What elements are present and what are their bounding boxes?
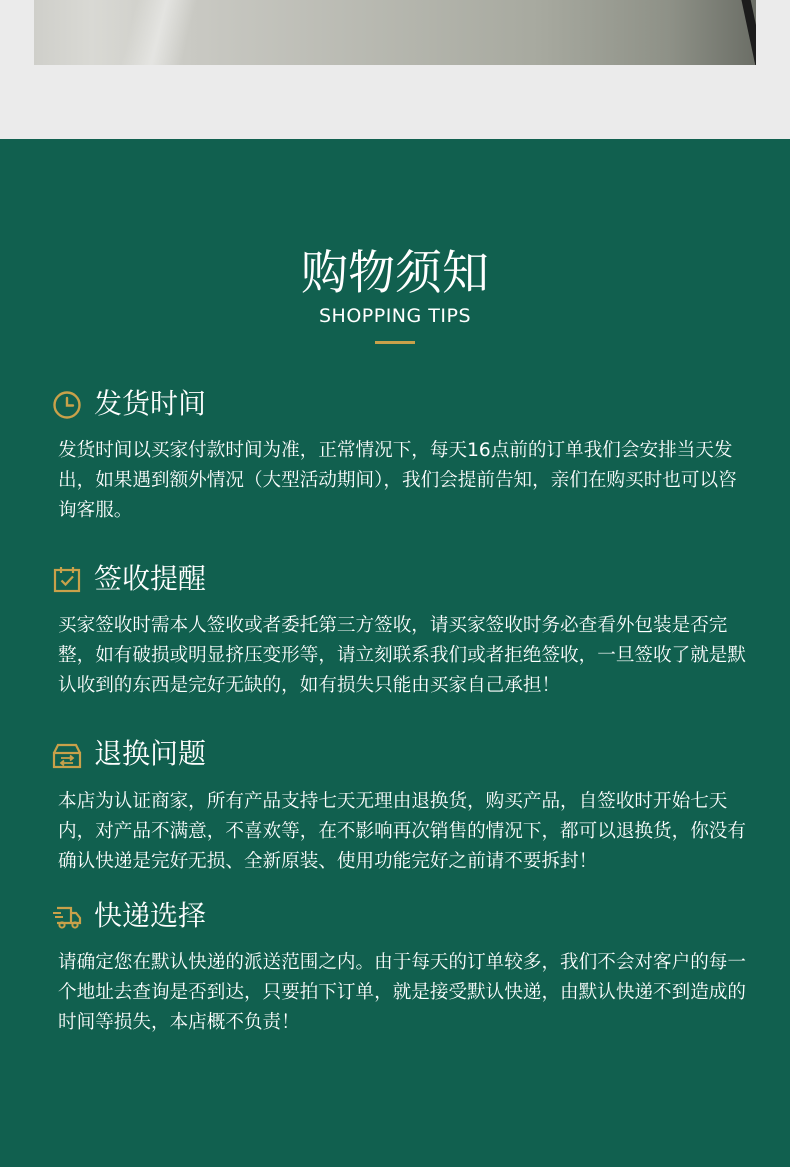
section-title-shipping-time: 发货时间 xyxy=(94,387,207,420)
return-box-icon xyxy=(52,741,82,771)
clock-icon xyxy=(52,390,82,420)
section-body-courier-choice: 请确定您在默认快递的派送范围之内。由于每天的订单较多，我们不会对客户的每一个地址去查询是否到达，只要拍下订单，就是接受默认快递，由默认快递不到造成的时间等损失，本店概不负责！ xyxy=(58,952,746,1033)
top-band xyxy=(0,0,790,139)
section-body-shipping-time: 发货时间以买家付款时间为准，正常情况下，每天16点前的订单我们会安排当天发出，如果遇到额外情况（大型活动期间），我们会提前告知，亲们在购买时也可以咨询客服。 xyxy=(58,440,737,521)
page-subtitle: SHOPPING TIPS xyxy=(318,305,472,327)
section-title-courier-choice: 快递选择 xyxy=(94,899,207,932)
section-title-returns: 退换问题 xyxy=(94,737,207,770)
delivery-truck-icon xyxy=(52,902,82,932)
section-title-delivery-reminder: 签收提醒 xyxy=(94,562,207,595)
section-body-delivery-reminder: 买家签收时需本人签收或者委托第三方签收，请买家签收时务必查看外包装是否完整，如有破损或明显挤压变形等，请立刻联系我们或者拒绝签收，一旦签收了就是默认收到的东西是完好无缺的，如有损失只能由买家自己承担！ xyxy=(58,615,746,696)
calendar-check-icon xyxy=(52,565,82,595)
title-divider xyxy=(375,341,415,344)
section-body-returns: 本店为认证商家，所有产品支持七天无理由退换货，购买产品，自签收时开始七天内，对产品不满意，不喜欢等，在不影响再次销售的情况下，都可以退换货，你没有确认快递是完好无损、全新原装、使用功能完好之前请不要拆封！ xyxy=(58,791,746,872)
page-title: 购物须知 xyxy=(301,246,489,301)
product-photo-crop xyxy=(34,0,756,65)
